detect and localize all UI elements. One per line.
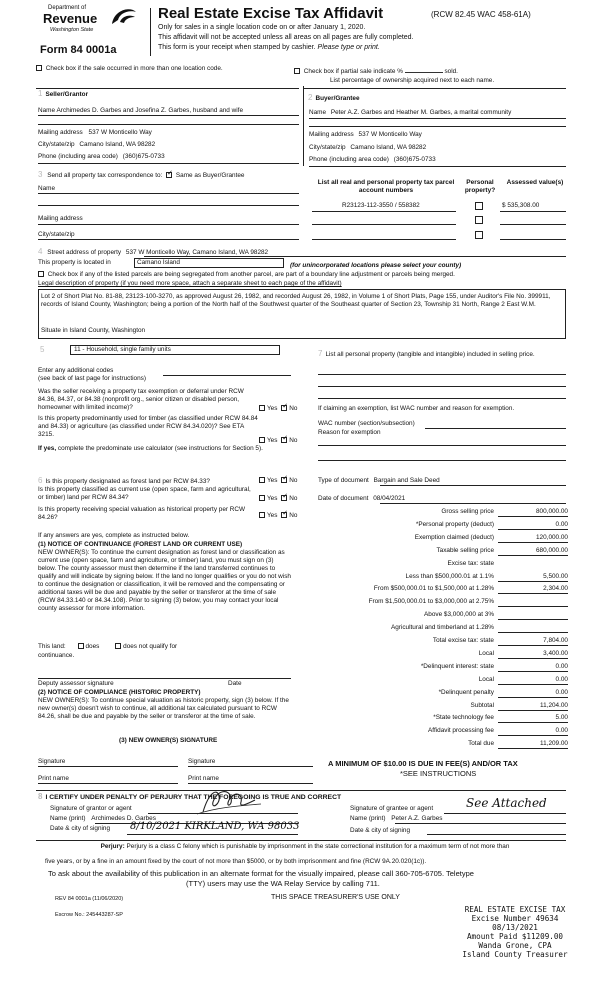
wac-number-label: WAC number (section/subsection) [318, 420, 415, 427]
tax-row-line [498, 606, 568, 607]
timber-yes-label: Yes [267, 437, 278, 444]
land-use-value: 11 - Household, single family units [74, 346, 171, 353]
tax-row-line [498, 619, 568, 620]
buyer-left-border [303, 86, 304, 166]
located-in-label: This property is located in [38, 259, 111, 266]
historic-question: Is this property receiving special valuation as historical property per RCW 84.26? [38, 506, 246, 521]
tax-row-line [498, 710, 568, 711]
correspondence-row [38, 170, 244, 180]
parcels-header-personal: Personal property? [464, 179, 496, 195]
section-number-1: 1 [38, 89, 43, 98]
tax-row-label: Taxable selling price [436, 546, 494, 554]
section-number-2: 2 [308, 93, 313, 102]
correspondence-city-label: City/state/zip [38, 231, 75, 238]
parcel-2-personal-checkbox[interactable] [475, 216, 483, 224]
perjury-text1: Perjury is a class C felony which is punishable by imprisonment in the state correctional institution for a maximum term of not more than [126, 843, 510, 850]
tax-row-value[interactable]: 0.00 [555, 675, 568, 683]
tax-row-line [498, 593, 568, 594]
land-does-not-label: does not qualify for [123, 643, 178, 650]
multi-location-checkbox[interactable] [36, 65, 42, 71]
header-line1: Only for sales in a single location code on or after January 1, 2020. [158, 24, 366, 31]
buyer-heading-label: Buyer/Grantee [315, 95, 360, 102]
current-use-yes-label: Yes [267, 495, 278, 502]
tax-row-value[interactable]: 0.00 [555, 727, 568, 735]
tax-row-label: Total excise tax: state [432, 637, 494, 644]
tax-row-value[interactable]: 5,500.00 [543, 572, 568, 580]
dor-swoosh-icon [108, 6, 140, 28]
tax-row-value[interactable]: 2,304.00 [543, 585, 568, 593]
grantor-date-label: Date & city of signing [50, 825, 111, 832]
seller-mailing-row [38, 129, 152, 137]
grantee-signature-label: Signature of grantee or agent [350, 805, 434, 812]
historic-yes-checkbox[interactable] [259, 512, 265, 518]
same-as-buyer-checkbox[interactable] [166, 172, 172, 178]
street-address-label: Street address of property [47, 249, 122, 256]
seller-name-line2 [38, 124, 299, 125]
see-instructions-note: *SEE INSTRUCTIONS [400, 769, 477, 778]
seller-name-row [38, 107, 243, 115]
owner-print-label-2: Print name [188, 775, 219, 782]
seller-city-value[interactable]: Camano Island, WA 98282 [79, 141, 156, 148]
tax-row-line [498, 748, 568, 749]
current-use-no-checkbox[interactable] [281, 495, 287, 501]
tax-row-value[interactable]: 5.00 [555, 714, 568, 722]
correspondence-name-label: Name [38, 185, 56, 192]
buyer-phone-label: Phone (including area code) [309, 156, 389, 163]
grantor-date-value[interactable]: 8/10/2021 KIRKLAND, WA 98033 [130, 821, 300, 832]
notice1-heading: (1) NOTICE OF CONTINUANCE (FOREST LAND OR CURRENT USE) [38, 541, 243, 548]
tax-row-line [498, 529, 568, 530]
parcel-value-line-1 [500, 211, 566, 212]
deputy-signature-label: Deputy assessor signature [38, 680, 114, 687]
grantee-signature-value[interactable]: See Attached [466, 796, 547, 810]
tax-row-value[interactable]: 0.00 [555, 520, 568, 528]
additional-codes-sub: (see back of last page for instructions) [38, 375, 146, 382]
tax-row-value[interactable]: 0.00 [555, 662, 568, 670]
owner-signature-label-1: Signature [38, 758, 66, 765]
buyer-city-row [309, 144, 426, 152]
owner-signature-line-2[interactable] [188, 766, 313, 767]
grantee-name-row [350, 815, 442, 823]
header-line2: This affidavit will not be accepted unless all areas on all pages are fully completed. [158, 34, 414, 41]
current-use-answer [259, 495, 297, 503]
multi-location-row [36, 65, 223, 73]
located-in-select[interactable] [134, 258, 284, 268]
ownership-percentage-note: List percentage of ownership acquired next to each name. [330, 77, 495, 84]
tax-row-label: From $500,000.01 to $1,500,000 at 1.28% [373, 585, 494, 593]
timber-no-checkbox[interactable] [281, 437, 287, 443]
perjury-bold: Perjury: [100, 843, 125, 850]
correspondence-label: Send all property tax correspondence to: [47, 172, 163, 179]
additional-codes-label: Enter any additional codes [38, 367, 114, 374]
parcel-value-1[interactable]: $ 535,308.00 [502, 202, 540, 209]
parcel-line-3[interactable] [312, 239, 456, 240]
tax-row-value[interactable]: 0.00 [555, 688, 568, 696]
section-number-3: 3 [38, 170, 43, 179]
tax-row-label: Affidavit processing fee [428, 727, 494, 735]
tax-row-value[interactable]: 11,209.00 [540, 740, 568, 748]
tax-row-label: *State technology fee [433, 714, 494, 722]
tax-row-line [498, 735, 568, 736]
grantee-signature-line [444, 813, 566, 814]
grantee-name-label: Name (print) [350, 815, 386, 822]
tax-row-label: *Delinquent penalty [438, 688, 494, 696]
correspondence-name-line[interactable] [38, 193, 299, 194]
segregated-checkbox[interactable] [38, 271, 44, 277]
dor-dept-line3: Washington State [50, 27, 94, 33]
revision-number: REV 84 0001a (11/06/2020) [55, 896, 124, 902]
buyer-bottom-line [309, 166, 566, 167]
current-use-no-label: No [289, 495, 298, 502]
wac-number-line[interactable] [425, 428, 566, 429]
if-any-yes: If any answers are yes, complete as instructed below. [38, 532, 190, 539]
personal-property-line-2[interactable] [318, 386, 566, 387]
buyer-name-label: Name [309, 109, 327, 116]
seller-phone-value[interactable]: (360)675-0733 [122, 153, 165, 160]
section-number-6: 6 [38, 476, 43, 485]
forest-question: Is this property designated as forest land per RCW 84.33? [45, 478, 210, 485]
forest-no-label: No [289, 477, 298, 484]
grantee-name-line [395, 823, 566, 824]
seller-heading [38, 89, 88, 99]
alt-format-line2: (TTY) users may use the WA Relay Service by calling 711. [186, 879, 380, 888]
personal-property-line-3[interactable] [318, 398, 566, 399]
buyer-heading [308, 93, 360, 103]
historic-no-label: No [289, 512, 298, 519]
owner-print-line-1[interactable] [38, 783, 178, 784]
unincorporated-note: (for unincorporated locations please select your county) [290, 262, 462, 269]
buyer-mailing-row [309, 131, 422, 139]
exemption-yes-checkbox[interactable] [259, 405, 265, 411]
tax-row-label: Excise tax: state [447, 559, 494, 567]
seller-phone-row [38, 153, 165, 161]
legal-description-text: Lot 2 of Short Plat No. 81-88, 23123-100-3270, as approved August 26, 1982, and recorded August 26, 1982, in Volume 1 of Short Plats, Page 155, under Auditor's File No. 399911, records of Island County, Washington; being a portion of the North half of the Southwest quarter of the Southeast quarter of Section 23, Township 31 North, Range 2 East W.M. [41, 293, 551, 308]
alt-format-line1: To ask about the availability of this publication in an alternate format for the visually impaired, please call 360-705-6705. Teletype [48, 869, 474, 878]
segregated-label: Check box if any of the listed parcels are being segregated from another parcel, are part of a boundary line adjustment or parcels being merged. [47, 271, 455, 278]
grantor-signature-label: Signature of grantor or agent [50, 805, 132, 812]
header-line3 [158, 44, 380, 53]
correspondence-city-line[interactable] [38, 239, 299, 240]
grantor-name-label: Name (print) [50, 815, 86, 822]
notice3-heading: (3) NEW OWNER(S) SIGNATURE [119, 737, 218, 744]
personal-property-list-text: List all personal property (tangible and intangible) included in selling price. [325, 351, 535, 358]
parcel-3-personal-checkbox[interactable] [475, 231, 483, 239]
historic-no-checkbox[interactable] [281, 512, 287, 518]
section-number-4: 4 [38, 247, 43, 256]
parcels-header-accounts: List all real and personal property tax parcel account numbers [317, 179, 455, 195]
treasurer-stamp-line: REAL ESTATE EXCISE TAX [464, 905, 566, 914]
parcel-line-1 [312, 211, 456, 212]
escrow-number: Escrow No.: 245443287-SP [55, 912, 123, 918]
tax-row-line [498, 697, 568, 698]
doc-date-line [380, 503, 566, 504]
doc-type-row [318, 477, 440, 485]
land-does-label: does [85, 643, 100, 650]
tax-row-label: Gross selling price [441, 508, 494, 515]
parcel-number-1[interactable]: R23123-112-3550 / 558382 [342, 202, 420, 209]
buyer-city-label: City/state/zip [309, 144, 346, 151]
buyer-name-value[interactable]: Peter A.Z. Garbes and Heather M. Garbes, a marital community [330, 109, 512, 116]
personal-property-list-label [318, 349, 566, 359]
tax-row-label: Total due [468, 740, 494, 748]
correspondence-name-line2[interactable] [38, 205, 299, 206]
buyer-phone-value[interactable]: (360)675-0733 [393, 156, 436, 163]
additional-codes-line[interactable] [163, 375, 291, 376]
owner-signature-label-2: Signature [188, 758, 216, 765]
form-title: Real Estate Excise Tax Affidavit [158, 5, 384, 22]
deputy-signature-line[interactable] [38, 678, 291, 679]
seller-heading-label: Seller/Grantor [45, 91, 89, 98]
tax-row-line [498, 671, 568, 672]
section-number-5: 5 [40, 345, 45, 354]
header-line3-print: Please type or print. [317, 44, 380, 51]
legal-description-label: Legal description of property (if you need more space, attach a separate sheet to each page of the affidavit) [38, 280, 342, 287]
treasurer-stamp-line: Amount Paid $11209.00 [466, 931, 563, 941]
timber-answer [259, 437, 297, 445]
header-divider [150, 8, 151, 56]
exemption-no-label: No [289, 405, 298, 412]
partial-sale-label: Check box if partial sale indicate % [303, 68, 403, 75]
parcels-header-assessed: Assessed value(s) [506, 179, 564, 186]
same-as-buyer-label: Same as Buyer/Grantee [175, 172, 245, 179]
form-number: Form 84 0001a [40, 44, 117, 56]
tax-row-label: Subtotal [470, 701, 494, 709]
treasurer-stamp-line: Island County Treasurer [462, 949, 568, 959]
tax-row-value[interactable]: 3,400.00 [543, 649, 568, 657]
section-number-7: 7 [318, 349, 323, 358]
located-in-value: Camano Island [137, 259, 180, 266]
correspondence-mailing-label: Mailing address [38, 215, 83, 222]
tax-row-line [498, 542, 568, 543]
land-qualify-label: This land: [38, 643, 66, 650]
correspondence-mailing-line[interactable] [38, 224, 299, 225]
partial-sale-percent-field[interactable] [405, 66, 443, 73]
partial-sale-row [294, 66, 458, 76]
tax-row-label: *Delinquent interest: state [420, 662, 494, 670]
certify-heading-row [38, 792, 341, 802]
tax-row-label: Local [478, 649, 494, 657]
tax-row-label: *Personal property (deduct) [415, 520, 494, 528]
forest-yes-checkbox[interactable] [259, 477, 265, 483]
exemption-answer [259, 405, 297, 413]
minimum-due-note: A MINIMUM OF $10.00 IS DUE IN FEE(S) AND/OR TAX [328, 759, 518, 768]
segregated-row [38, 271, 455, 279]
current-use-yes-checkbox[interactable] [259, 495, 265, 501]
tax-row-label: Exemption claimed (deduct) [414, 533, 494, 541]
forest-question-row [38, 476, 210, 486]
buyer-name-line2 [309, 126, 566, 127]
buyer-city-value[interactable]: Camano Island, WA 98282 [350, 144, 427, 151]
notice1-text: NEW OWNER(S): To continue the current designation as forest land or classification as current use (open space, farm and agriculture, or timber) land, you must sign on (3) below. The county assessor must then determine if the land transferred continues to qualify and will indicate by signing below. If the land no longer qualifies or you do not wish to continue the designation or classification, it will be removed and the compensating or additional taxes will be due and payable by the seller or transferor at the time of sale (RCW 84.33.140 or 84.34.108). Prior to signing (3) below, you may contact your local county assessor for more information. [38, 549, 291, 612]
buyer-phone-row [309, 156, 436, 164]
seller-mailing-label: Mailing address [38, 129, 83, 136]
notice2-heading: (2) NOTICE OF COMPLIANCE (HISTORIC PROPERTY) [38, 689, 201, 696]
land-does-not-checkbox[interactable] [115, 643, 121, 649]
grantee-date-line[interactable] [427, 834, 566, 835]
grantor-date-line [127, 834, 298, 835]
tax-row-line [498, 632, 568, 633]
land-does-checkbox[interactable] [78, 643, 84, 649]
tax-row-line [498, 722, 568, 723]
grantor-date-row [50, 825, 110, 833]
historic-answer [259, 512, 297, 520]
exemption-yes-label: Yes [267, 405, 278, 412]
historic-yes-label: Yes [267, 512, 278, 519]
tax-row-line [498, 658, 568, 659]
parcel-line-2[interactable] [312, 224, 456, 225]
dor-dept-line2: Revenue [43, 11, 98, 26]
exemption-no-checkbox[interactable] [281, 405, 287, 411]
forest-yes-label: Yes [267, 477, 278, 484]
tax-row-label: From $1,500,000.01 to $3,000,000 at 2.75% [368, 598, 494, 606]
certify-heading: I CERTIFY UNDER PENALTY OF PERJURY THAT THE FOREGOING IS TRUE AND CORRECT [45, 794, 342, 801]
exemption-reason-line-2[interactable] [318, 460, 566, 461]
treasurer-stamp-line: 08/13/2021 [492, 922, 538, 932]
parcel-value-line-2[interactable] [500, 224, 566, 225]
buyer-top-line [303, 88, 566, 89]
tax-row-line [498, 645, 568, 646]
street-address-line [144, 256, 566, 257]
doc-type-line [380, 485, 566, 486]
doc-type-value[interactable]: Bargain and Sale Deed [373, 477, 440, 484]
perjury-top-line [36, 840, 566, 841]
timber-question: Is this property predominantly used for timber (as classified under RCW 84.84 and 84.33) or agriculture (as classified under RCW 84.34.020)? See ETA 3215. [38, 415, 258, 438]
parcel-1-personal-checkbox[interactable] [475, 202, 483, 210]
dor-dept-line1: Department of [48, 5, 87, 11]
buyer-name-row [309, 109, 511, 117]
current-use-question: Is this property classified as current use (open space, farm and agricultural, or timber) land per RCW 84.34? [38, 486, 251, 501]
seller-city-label: City/state/zip [38, 141, 75, 148]
timber-no-label: No [289, 437, 298, 444]
tax-row-value[interactable]: 680,000.00 [536, 546, 568, 554]
section-number-8: 8 [38, 792, 43, 801]
tax-row-value[interactable]: 11,204.00 [540, 701, 568, 709]
notice2-text: NEW OWNER(S): To continue special valuation as historic property, sign (3) below. If the new owner(s) doesn't wish to continue, all additional tax calculated pursuant to RCW 84.26, shall be due and payable by the seller or transferor at the time of sale. [38, 697, 289, 720]
grantor-name-value[interactable]: Archimedes D. Garbes [91, 815, 156, 822]
timber-note-text: complete the predominate use calculator (see instructions for Section 5). [57, 445, 263, 452]
wac-claim-label: If claiming an exemption, list WAC number and reason for exemption. [318, 405, 515, 412]
owner-print-label-1: Print name [38, 775, 69, 782]
forest-answer [259, 477, 297, 485]
tax-row-value[interactable]: 800,000.00 [536, 508, 568, 515]
buyer-mailing-value[interactable]: 537 W Monticello Way [358, 131, 422, 138]
multi-location-label: Check box if the sale occurred in more than one location code. [45, 65, 223, 72]
tax-row-label: Less than $500,000.01 at 1.1% [405, 572, 494, 580]
partial-sale-sold: sold. [444, 68, 458, 75]
exemption-reason-line-1[interactable] [318, 445, 566, 446]
tax-table [310, 508, 572, 756]
seller-mailing-value[interactable]: 537 W Monticello Way [88, 129, 152, 136]
owner-signature-line-1[interactable] [38, 766, 178, 767]
doc-type-label: Type of document [318, 477, 369, 484]
timber-note-bold: If yes, [38, 445, 57, 452]
treasurer-stamp-line: Wanda Grone, CPA [478, 940, 552, 950]
parcel-value-line-3[interactable] [500, 239, 566, 240]
tax-row-value[interactable]: 7,804.00 [543, 637, 568, 644]
deputy-date-label: Date [228, 680, 242, 687]
partial-sale-checkbox[interactable] [294, 68, 300, 74]
seller-name-label: Name [38, 107, 56, 114]
dor-logo [38, 5, 143, 41]
forest-no-checkbox[interactable] [281, 477, 287, 483]
tax-row-line [498, 555, 568, 556]
grantee-date-label: Date & city of signing [350, 827, 411, 834]
tax-row-label: Above $3,000,000 at 3% [424, 611, 494, 619]
treasurer-use-only: THIS SPACE TREASURER'S USE ONLY [271, 894, 400, 901]
form-rcw: (RCW 82.45 WAC 458-61A) [431, 10, 531, 19]
land-use-select[interactable] [70, 345, 280, 355]
certify-top-line [36, 790, 566, 791]
buyer-mailing-label: Mailing address [309, 131, 354, 138]
street-address-value[interactable]: 537 W Monticello Way, Camano Island, WA 98282 [125, 249, 269, 256]
grantee-name-value[interactable]: Peter A.Z. Garbes [391, 815, 443, 822]
perjury-line1 [45, 843, 565, 851]
seller-name-value[interactable]: Archimedes D. Garbes and Josefina Z. Garbes, husband and wife [56, 107, 243, 114]
tax-row-line [498, 581, 568, 582]
header-line3-receipt: This form is your receipt when stamped by cashier. [158, 44, 316, 51]
land-use-row [40, 345, 47, 355]
perjury-line2: five years, or by a fine in an amount fixed by the court of not more than $5000, or by both imprisonment and fine (RCW 9A.20.020(1c)). [45, 858, 427, 865]
treasurer-stamp [455, 906, 575, 959]
exemption-reason-label: Reason for exemption [318, 429, 381, 436]
doc-date-row [318, 495, 405, 503]
continuance-label: continuance. [38, 652, 75, 659]
land-qualify-row [38, 643, 177, 651]
legal-situate-text: Situate in Island County, Washington [41, 327, 146, 334]
tax-row-label: Agricultural and timberland at 1.28% [390, 624, 494, 632]
seller-bottom-line [38, 163, 299, 164]
timber-yes-checkbox[interactable] [259, 437, 265, 443]
tax-row-line [498, 516, 568, 517]
seller-name-line [38, 115, 299, 116]
buyer-name-line [309, 118, 566, 119]
treasurer-stamp-line: Excise Number 49634 [471, 913, 559, 923]
personal-property-line-1[interactable] [318, 374, 566, 375]
doc-date-value[interactable]: 08/04/2021 [373, 495, 406, 502]
seller-phone-label: Phone (including area code) [38, 153, 118, 160]
grantor-signature-scribble [195, 784, 265, 818]
tax-row-label: Local [478, 675, 494, 683]
tax-row-value[interactable]: 120,000.00 [536, 533, 568, 541]
legal-description-box[interactable] [38, 289, 566, 339]
seller-city-row [38, 141, 155, 149]
tax-row-line [498, 684, 568, 685]
exemption-question: Was the seller receiving a property tax exemption or deferral under RCW 84.36, 84.37, or 84.38 (nonprofit org., senior citizen or disabled person, homeowner with limited income)? [38, 388, 244, 411]
timber-note [38, 445, 288, 453]
doc-date-label: Date of document [318, 495, 369, 502]
